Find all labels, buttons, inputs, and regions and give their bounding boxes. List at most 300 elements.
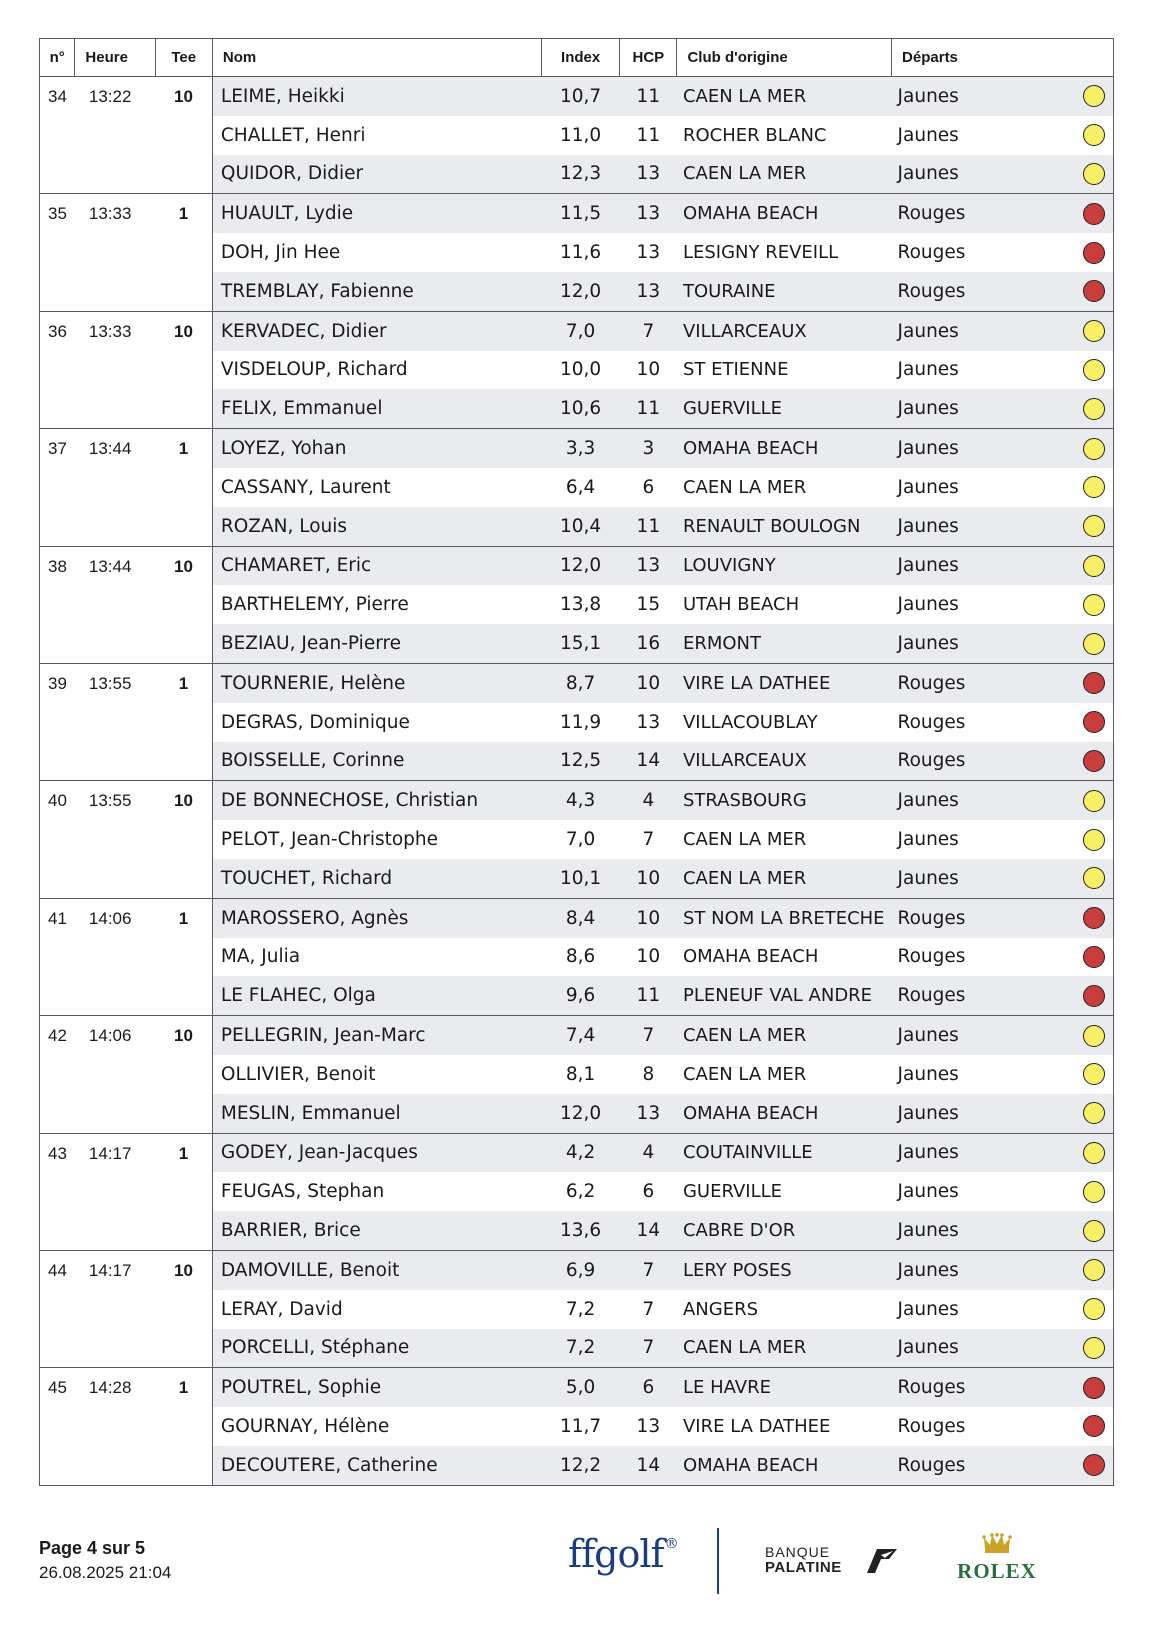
player-hcp: 10	[620, 859, 677, 898]
tee-color-cell	[1076, 468, 1114, 507]
player-index: 11,9	[560, 711, 602, 733]
tee-color-dot-icon	[1083, 203, 1105, 225]
rolex-crown-icon	[982, 1533, 1012, 1555]
player-departs: Jaunes	[892, 546, 1076, 585]
player-name: LOYEZ, Yohan	[212, 429, 541, 468]
table-row	[40, 77, 1114, 116]
player-index: 3,3	[542, 429, 620, 468]
player-hcp: 7	[620, 1250, 677, 1289]
player-index: 6,2	[565, 1181, 596, 1203]
player-hcp: 4	[620, 781, 677, 820]
tee-color-cell	[1076, 233, 1114, 272]
player-index: 6,4	[565, 476, 596, 498]
player-departs: Jaunes	[892, 1211, 1076, 1250]
player-club: ANGERS	[682, 1298, 759, 1320]
group-number: 38	[40, 546, 75, 663]
tee-color-dot-icon	[1083, 790, 1105, 812]
ffgolf-logo-text: ffgolf	[568, 1532, 664, 1576]
player-departs: Rouges	[892, 1368, 1076, 1407]
player-departs: Jaunes	[897, 829, 959, 851]
start-time: 14:06	[75, 898, 155, 1015]
tee-color-dot-icon	[1083, 672, 1105, 694]
tee-color-dot-icon	[1083, 359, 1105, 381]
player-departs: Rouges	[892, 194, 1076, 233]
col-header-tee: Tee	[155, 39, 212, 77]
table-row	[40, 1250, 1114, 1289]
player-name: LERAY, David	[220, 1298, 343, 1320]
player-club: VILLARCEAUX	[677, 742, 892, 781]
start-tee: 1	[155, 663, 212, 780]
player-index: 6,9	[542, 1250, 620, 1289]
player-index: 4,3	[542, 781, 620, 820]
player-departs: Rouges	[897, 242, 966, 264]
player-hcp: 6	[620, 1368, 677, 1407]
player-index: 13,8	[560, 594, 602, 616]
player-departs: Jaunes	[892, 1133, 1076, 1172]
table-row	[40, 663, 1114, 702]
player-departs: Jaunes	[897, 1298, 959, 1320]
player-club: TOURAINE	[677, 272, 892, 311]
player-name: TOUCHET, Richard	[212, 859, 541, 898]
player-index: 12,0	[542, 546, 620, 585]
player-club: CAEN LA MER	[677, 1329, 892, 1368]
col-header-num: n°	[40, 39, 75, 77]
tee-color-dot-icon	[1083, 1025, 1105, 1047]
player-index: 7,2	[565, 1298, 596, 1320]
tee-color-dot-icon	[1083, 1337, 1105, 1359]
start-time: 13:33	[75, 311, 155, 428]
tee-color-cell	[1076, 859, 1114, 898]
start-time: 13:55	[75, 663, 155, 780]
tee-color-cell	[1076, 624, 1114, 663]
player-name: CASSANY, Laurent	[220, 476, 391, 498]
tee-color-dot-icon	[1083, 750, 1105, 772]
player-index: 11,5	[542, 194, 620, 233]
player-index: 4,2	[542, 1133, 620, 1172]
tee-color-dot-icon	[1083, 1102, 1105, 1124]
player-club: CAEN LA MER	[677, 859, 892, 898]
tee-color-dot-icon	[1083, 1298, 1105, 1320]
player-departs: Rouges	[892, 1446, 1076, 1485]
player-name: MESLIN, Emmanuel	[212, 1094, 541, 1133]
registered-mark: ®	[664, 1536, 678, 1552]
player-club: GUERVILLE	[677, 389, 892, 428]
player-club: CAEN LA MER	[682, 1063, 807, 1085]
group-number: 39	[40, 663, 75, 780]
player-departs: Jaunes	[892, 429, 1076, 468]
player-name: TREMBLAY, Fabienne	[212, 272, 541, 311]
player-hcp: 13	[620, 1094, 677, 1133]
player-name: MA, Julia	[220, 946, 301, 968]
start-tee: 1	[155, 429, 212, 546]
table-row	[40, 1016, 1114, 1055]
print-datetime: 26.08.2025 21:04	[39, 1563, 172, 1582]
player-departs: Rouges	[897, 946, 966, 968]
player-departs: Rouges	[892, 742, 1076, 781]
group-number: 41	[40, 898, 75, 1015]
player-departs: Jaunes	[897, 1063, 959, 1085]
player-hcp: 4	[620, 1133, 677, 1172]
player-index: 12,0	[542, 272, 620, 311]
start-tee: 10	[155, 546, 212, 663]
group-number: 40	[40, 781, 75, 898]
player-departs: Jaunes	[892, 507, 1076, 546]
banque-palatine-logo	[765, 1545, 842, 1575]
player-hcp: 13	[636, 242, 661, 264]
tee-color-dot-icon	[1083, 1181, 1105, 1203]
player-club: ST NOM LA BRETECHE	[677, 898, 892, 937]
player-index: 8,1	[565, 1063, 596, 1085]
table-row	[40, 546, 1114, 585]
group-number: 37	[40, 429, 75, 546]
tee-color-cell	[1076, 585, 1114, 624]
col-header-tee-color	[1076, 39, 1114, 77]
player-name: BARRIER, Brice	[212, 1211, 541, 1250]
tee-color-dot-icon	[1083, 985, 1105, 1007]
player-hcp: 13	[620, 194, 677, 233]
player-departs: Jaunes	[892, 781, 1076, 820]
player-index: 12,2	[542, 1446, 620, 1485]
player-name: LE FLAHEC, Olga	[212, 976, 541, 1015]
player-club: LE HAVRE	[677, 1368, 892, 1407]
player-departs: Rouges	[897, 711, 966, 733]
tee-color-cell	[1076, 429, 1114, 468]
tee-times-table	[39, 38, 1114, 1486]
player-hcp: 3	[620, 429, 677, 468]
player-club: STRASBOURG	[677, 781, 892, 820]
tee-color-dot-icon	[1083, 320, 1105, 342]
rolex-logo-text: ROLEX	[957, 1559, 1037, 1583]
player-name: DEGRAS, Dominique	[220, 711, 410, 733]
banque-logo-line2: PALATINE	[765, 1559, 842, 1576]
player-index: 8,4	[542, 898, 620, 937]
tee-color-dot-icon	[1083, 867, 1105, 889]
player-index: 15,1	[542, 624, 620, 663]
group-number: 35	[40, 194, 75, 311]
player-index: 11,7	[560, 1415, 602, 1437]
player-name: VISDELOUP, Richard	[220, 359, 408, 381]
player-club: OMAHA BEACH	[677, 194, 892, 233]
start-tee: 1	[155, 1368, 212, 1485]
rolex-logo	[953, 1533, 1041, 1584]
player-club: VIRE LA DATHEE	[677, 663, 892, 702]
player-hcp: 11	[620, 77, 677, 116]
player-hcp: 14	[620, 1211, 677, 1250]
tee-color-cell	[1076, 742, 1114, 781]
player-index: 10,0	[560, 359, 602, 381]
tee-color-cell	[1076, 1290, 1114, 1329]
group-number: 34	[40, 77, 75, 194]
player-club: RENAULT BOULOGN	[677, 507, 892, 546]
player-club: OMAHA BEACH	[677, 1446, 892, 1485]
group-number: 45	[40, 1368, 75, 1485]
tee-color-dot-icon	[1083, 280, 1105, 302]
player-club: VILLARCEAUX	[677, 311, 892, 350]
player-name: BEZIAU, Jean-Pierre	[212, 624, 541, 663]
player-hcp: 15	[636, 594, 661, 616]
player-hcp: 10	[620, 898, 677, 937]
player-name: DOH, Jin Hee	[220, 242, 341, 264]
player-club: VIRE LA DATHEE	[682, 1415, 831, 1437]
player-hcp: 6	[642, 476, 655, 498]
table-row	[40, 1368, 1114, 1407]
tee-color-cell	[1076, 77, 1114, 116]
start-tee: 10	[155, 77, 212, 194]
player-club: CAEN LA MER	[677, 155, 892, 194]
tee-color-dot-icon	[1083, 85, 1105, 107]
player-club: OMAHA BEACH	[682, 946, 819, 968]
tee-color-dot-icon	[1083, 1220, 1105, 1242]
player-departs: Jaunes	[897, 594, 959, 616]
tee-color-cell	[1076, 507, 1114, 546]
player-club: CAEN LA MER	[682, 476, 807, 498]
player-index: 7,2	[542, 1329, 620, 1368]
tee-color-dot-icon	[1083, 242, 1105, 264]
tee-color-cell	[1076, 1094, 1114, 1133]
player-departs: Rouges	[892, 976, 1076, 1015]
player-name: BOISSELLE, Corinne	[212, 742, 541, 781]
player-hcp: 11	[620, 389, 677, 428]
player-name: FEUGAS, Stephan	[220, 1181, 385, 1203]
tee-color-cell	[1076, 1055, 1114, 1094]
group-number: 43	[40, 1133, 75, 1250]
table-row	[40, 781, 1114, 820]
tee-color-cell	[1076, 663, 1114, 702]
player-hcp: 10	[620, 663, 677, 702]
player-name: HUAULT, Lydie	[212, 194, 541, 233]
player-hcp: 13	[620, 155, 677, 194]
player-hcp: 13	[620, 272, 677, 311]
player-name: DAMOVILLE, Benoit	[212, 1250, 541, 1289]
player-hcp: 7	[642, 829, 655, 851]
player-club: LERY POSES	[677, 1250, 892, 1289]
player-index: 10,6	[542, 389, 620, 428]
tee-color-dot-icon	[1083, 1415, 1105, 1437]
player-club: CAEN LA MER	[677, 77, 892, 116]
player-departs: Jaunes	[892, 1094, 1076, 1133]
player-hcp: 14	[620, 1446, 677, 1485]
player-hcp: 7	[620, 311, 677, 350]
tee-color-dot-icon	[1083, 711, 1105, 733]
ffgolf-logo	[568, 1532, 678, 1576]
tee-color-dot-icon	[1083, 1259, 1105, 1281]
player-name: GODEY, Jean-Jacques	[212, 1133, 541, 1172]
tee-color-cell	[1076, 351, 1114, 390]
start-time: 13:44	[75, 546, 155, 663]
tee-color-dot-icon	[1083, 594, 1105, 616]
player-departs: Jaunes	[897, 476, 959, 498]
player-departs: Jaunes	[897, 1181, 959, 1203]
group-number: 42	[40, 1016, 75, 1133]
tee-color-dot-icon	[1083, 124, 1105, 146]
player-hcp: 13	[636, 711, 661, 733]
player-index: 10,7	[542, 77, 620, 116]
player-hcp: 11	[620, 976, 677, 1015]
tee-color-cell	[1076, 1172, 1114, 1211]
player-club: CAEN LA MER	[677, 1016, 892, 1055]
tee-color-dot-icon	[1083, 829, 1105, 851]
player-index: 11,6	[560, 242, 602, 264]
start-tee: 1	[155, 898, 212, 1015]
player-departs: Rouges	[892, 272, 1076, 311]
player-index: 9,6	[542, 976, 620, 1015]
player-index: 8,6	[565, 946, 596, 968]
player-departs: Jaunes	[892, 1250, 1076, 1289]
tee-color-cell	[1076, 1446, 1114, 1485]
player-index: 7,0	[565, 829, 596, 851]
player-club: VILLACOUBLAY	[682, 711, 818, 733]
table-header	[40, 39, 1114, 77]
col-header-name: Nom	[212, 39, 541, 77]
player-club: OMAHA BEACH	[677, 429, 892, 468]
player-index: 11,0	[560, 124, 602, 146]
player-name: MAROSSERO, Agnès	[212, 898, 541, 937]
tee-color-cell	[1076, 1329, 1114, 1368]
tee-color-dot-icon	[1083, 633, 1105, 655]
player-index: 10,1	[542, 859, 620, 898]
tee-color-cell	[1076, 703, 1114, 742]
player-hcp: 11	[620, 507, 677, 546]
player-index: 13,6	[542, 1211, 620, 1250]
player-departs: Jaunes	[892, 389, 1076, 428]
player-departs: Jaunes	[892, 624, 1076, 663]
player-hcp: 6	[642, 1181, 655, 1203]
tee-color-cell	[1076, 1133, 1114, 1172]
tee-color-cell	[1076, 781, 1114, 820]
tee-color-dot-icon	[1083, 515, 1105, 537]
player-name: QUIDOR, Didier	[212, 155, 541, 194]
player-departs: Jaunes	[892, 77, 1076, 116]
start-time: 13:33	[75, 194, 155, 311]
start-time: 13:44	[75, 429, 155, 546]
tee-color-dot-icon	[1083, 1142, 1105, 1164]
player-departs: Jaunes	[892, 1016, 1076, 1055]
player-name: DE BONNECHOSE, Christian	[212, 781, 541, 820]
start-tee: 10	[155, 311, 212, 428]
player-hcp: 10	[636, 946, 661, 968]
player-club: PLENEUF VAL ANDRE	[677, 976, 892, 1015]
player-index: 12,3	[542, 155, 620, 194]
start-time: 14:06	[75, 1016, 155, 1133]
tee-color-cell	[1076, 272, 1114, 311]
tee-color-cell	[1076, 1211, 1114, 1250]
group-number: 44	[40, 1250, 75, 1367]
player-name: TOURNERIE, Helène	[212, 663, 541, 702]
start-tee: 1	[155, 194, 212, 311]
player-name: BARTHELEMY, Pierre	[220, 594, 409, 616]
player-name: POUTREL, Sophie	[212, 1368, 541, 1407]
start-time: 14:17	[75, 1250, 155, 1367]
tee-color-cell	[1076, 1016, 1114, 1055]
tee-color-cell	[1076, 389, 1114, 428]
start-tee: 1	[155, 1133, 212, 1250]
player-name: CHALLET, Henri	[220, 124, 366, 146]
player-name: OLLIVIER, Benoit	[220, 1063, 376, 1085]
player-hcp: 7	[620, 1016, 677, 1055]
player-club: OMAHA BEACH	[677, 1094, 892, 1133]
player-name: ROZAN, Louis	[212, 507, 541, 546]
tee-color-dot-icon	[1083, 946, 1105, 968]
player-departs: Jaunes	[897, 124, 959, 146]
player-hcp: 16	[620, 624, 677, 663]
player-hcp: 11	[636, 124, 661, 146]
tee-color-cell	[1076, 898, 1114, 937]
player-index: 12,5	[542, 742, 620, 781]
table-row	[40, 311, 1114, 350]
tee-color-cell	[1076, 1250, 1114, 1289]
player-hcp: 13	[636, 1415, 661, 1437]
tee-color-cell	[1076, 155, 1114, 194]
tee-color-cell	[1076, 938, 1114, 977]
tee-color-cell	[1076, 546, 1114, 585]
player-club: CABRE D'OR	[677, 1211, 892, 1250]
player-hcp: 10	[636, 359, 661, 381]
start-time: 14:17	[75, 1133, 155, 1250]
tee-color-dot-icon	[1083, 476, 1105, 498]
tee-color-dot-icon	[1083, 555, 1105, 577]
tee-color-dot-icon	[1083, 907, 1105, 929]
player-club: GUERVILLE	[682, 1181, 783, 1203]
player-name: CHAMARET, Eric	[212, 546, 541, 585]
start-time: 13:55	[75, 781, 155, 898]
start-tee: 10	[155, 781, 212, 898]
player-index: 7,0	[542, 311, 620, 350]
player-hcp: 7	[642, 1298, 655, 1320]
player-index: 7,4	[542, 1016, 620, 1055]
col-header-time: Heure	[75, 39, 155, 77]
player-index: 10,4	[542, 507, 620, 546]
start-tee: 10	[155, 1250, 212, 1367]
tee-color-cell	[1076, 116, 1114, 155]
player-club: CAEN LA MER	[682, 829, 807, 851]
player-index: 8,7	[542, 663, 620, 702]
player-departs: Jaunes	[892, 155, 1076, 194]
logo-divider	[717, 1528, 719, 1594]
player-club: UTAH BEACH	[682, 594, 800, 616]
player-departs: Jaunes	[892, 1329, 1076, 1368]
table-row	[40, 898, 1114, 937]
player-hcp: 13	[620, 546, 677, 585]
page-number: Page 4 sur 5	[39, 1538, 146, 1558]
player-departs: Rouges	[897, 1415, 966, 1437]
player-name: LEIME, Heikki	[212, 77, 541, 116]
table-row	[40, 1133, 1114, 1172]
player-club: ST ETIENNE	[682, 359, 789, 381]
col-header-departs: Départs	[892, 39, 1076, 77]
player-departs: Jaunes	[892, 311, 1076, 350]
player-name: FELIX, Emmanuel	[212, 389, 541, 428]
tee-color-dot-icon	[1083, 438, 1105, 460]
palatine-emblem-icon	[863, 1545, 899, 1575]
player-name: GOURNAY, Hélène	[220, 1415, 390, 1437]
player-hcp: 7	[620, 1329, 677, 1368]
player-name: DECOUTERE, Catherine	[212, 1446, 541, 1485]
player-departs: Jaunes	[897, 359, 959, 381]
player-hcp: 14	[620, 742, 677, 781]
start-tee: 10	[155, 1016, 212, 1133]
player-club: ERMONT	[677, 624, 892, 663]
player-name: PELOT, Jean-Christophe	[220, 829, 439, 851]
tee-color-dot-icon	[1083, 163, 1105, 185]
tee-color-cell	[1076, 820, 1114, 859]
start-time: 14:28	[75, 1368, 155, 1485]
banque-logo-line1: BANQUE	[765, 1544, 831, 1560]
player-club: ROCHER BLANC	[682, 124, 827, 146]
tee-color-dot-icon	[1083, 1377, 1105, 1399]
tee-times-sheet	[39, 38, 1114, 1486]
tee-color-cell	[1076, 976, 1114, 1015]
tee-color-cell	[1076, 1407, 1114, 1446]
